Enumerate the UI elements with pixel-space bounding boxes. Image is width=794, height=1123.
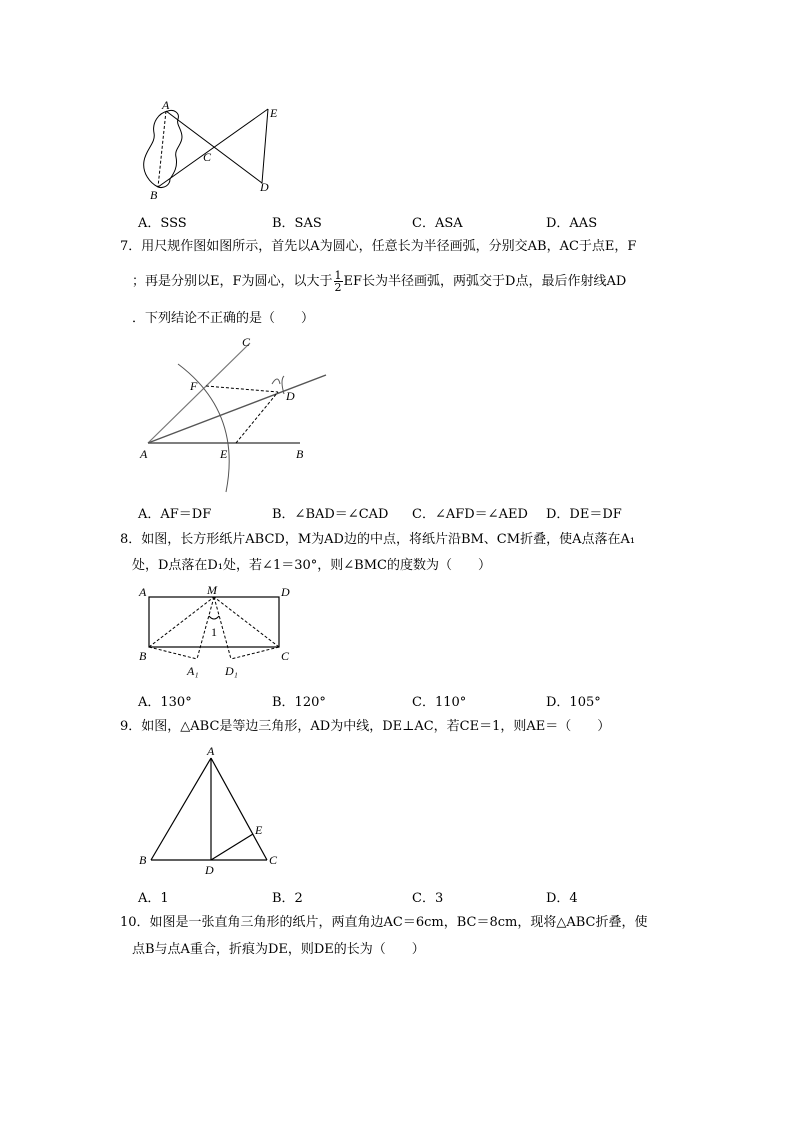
q8-rectangle-ABCD <box>149 597 279 647</box>
q8-label-C: C <box>281 649 290 663</box>
q7-label-D: D <box>286 389 295 403</box>
q8-option-b[interactable]: B．120° <box>272 695 326 710</box>
q6-figure <box>130 95 290 205</box>
q7-label-C: C <box>242 335 251 349</box>
q6-segment-AB <box>158 111 166 187</box>
q9-side-AB <box>151 758 211 860</box>
q7-option-a[interactable]: A．AF＝DF <box>138 507 212 522</box>
q6-label-A: A <box>162 98 170 112</box>
q7-stem-line2-after: EF长为半径画弧，两弧交于D点，最后作射线AD <box>343 274 627 289</box>
q6-label-C: C <box>203 150 212 164</box>
q10-stem-line1: 10．如图是一张直角三角形的纸片，两直角边AC＝6cm，BC＝8cm，现将△ABC折叠，使 <box>120 915 648 930</box>
q6-option-b[interactable]: B．SAS <box>272 216 322 231</box>
q6-option-d[interactable]: D．AAS <box>546 216 598 231</box>
q7-fraction-numerator: 1 <box>334 269 342 282</box>
q9-option-b[interactable]: B．2 <box>272 891 303 906</box>
q7-label-B: B <box>296 447 304 461</box>
q8-fold-BM <box>149 597 214 647</box>
q6-label-E: E <box>270 106 278 120</box>
q8-segment-CD1 <box>231 647 279 659</box>
q8-label-D1: D₁ <box>225 664 238 678</box>
q7-ray-AD <box>148 375 326 443</box>
q8-option-d[interactable]: D．105° <box>546 695 601 710</box>
q8-figure <box>135 582 300 682</box>
q9-label-A: A <box>207 744 215 758</box>
q8-angle-arc <box>209 616 219 619</box>
q7-label-A: A <box>140 447 148 461</box>
q6-label-B: B <box>150 188 158 202</box>
q9-option-a[interactable]: A．1 <box>138 891 169 906</box>
q7-label-E: E <box>220 447 228 461</box>
q7-stem-line2 <box>132 270 626 293</box>
q8-fold-CM <box>214 597 279 647</box>
q7-segment-FD <box>206 386 278 392</box>
q8-option-a[interactable]: A．130° <box>138 695 192 710</box>
q8-label-A: A <box>139 585 147 599</box>
q8-label-A1: A₁ <box>187 664 199 678</box>
q6-option-c[interactable]: C．ASA <box>412 216 463 231</box>
q8-segment-BA1 <box>149 647 197 659</box>
q9-label-E: E <box>255 823 263 837</box>
q8-options <box>138 691 658 709</box>
q6-segment-ED <box>262 109 268 183</box>
q8-label-M: M <box>207 583 217 597</box>
q9-label-C: C <box>269 853 278 867</box>
q9-option-d[interactable]: D．4 <box>546 891 578 906</box>
q9-label-B: B <box>139 853 147 867</box>
q7-stem-line2-before: ；再是分别以E，F为圆心，以大于 <box>132 274 333 289</box>
q9-options <box>138 887 658 905</box>
q7-segment-ED <box>236 392 278 443</box>
q8-option-c[interactable]: C．110° <box>412 695 467 710</box>
q10-stem-line2: 点B与点A重合，折痕为DE，则DE的长为（ ） <box>132 942 425 957</box>
q7-label-F: F <box>190 379 198 393</box>
q7-stem-line3: ．下列结论不正确的是（ ） <box>132 311 315 326</box>
q9-label-D: D <box>205 863 214 877</box>
q7-option-b[interactable]: B．∠BAD＝∠CAD <box>272 507 389 522</box>
q7-stem-line1: 7．用尺规作图如图所示，首先以A为圆心，任意长为半径画弧，分别交AB，AC于点E，F <box>120 239 637 254</box>
q9-option-c[interactable]: C．3 <box>412 891 444 906</box>
q9-segment-DE <box>211 834 253 860</box>
q7-option-c[interactable]: C．∠AFD＝∠AED <box>412 507 528 522</box>
q7-fraction <box>334 270 343 293</box>
q8-label-B: B <box>139 649 147 663</box>
q6-option-a[interactable]: A．SSS <box>138 216 187 231</box>
q6-options <box>138 212 658 230</box>
q9-stem-line1: 9．如图，△ABC是等边三角形，AD为中线，DE⊥AC，若CE＝1，则AE＝（ ） <box>120 719 611 734</box>
q7-ray-AC <box>148 343 250 443</box>
q7-option-d[interactable]: D．DE＝DF <box>546 507 622 522</box>
q8-stem-line1: 8．如图，长方形纸片ABCD，M为AD边的中点，将纸片沿BM、CM折叠，使A点落在A₁ <box>120 532 636 547</box>
q6-label-D: D <box>260 180 269 194</box>
q7-options <box>138 503 658 521</box>
q6-pond-outline <box>144 110 182 187</box>
q8-angle-label: 1 <box>211 625 217 639</box>
q8-label-D: D <box>281 585 290 599</box>
q9-figure <box>135 742 295 882</box>
q9-side-AC <box>211 758 267 860</box>
q7-fraction-denominator: 2 <box>334 281 342 294</box>
q7-figure <box>130 332 340 497</box>
q8-stem-line2: 处，D点落在D₁处，若∠1＝30°，则∠BMC的度数为（ ） <box>132 558 491 573</box>
